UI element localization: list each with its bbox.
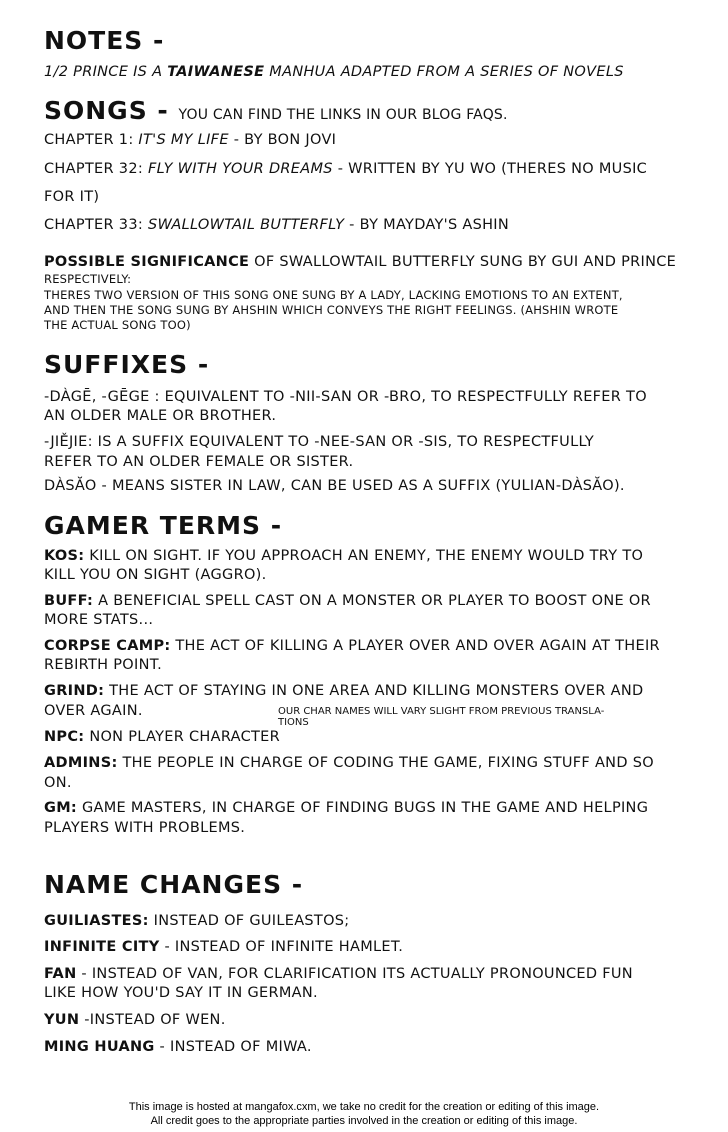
npc-line: NPC: NON PLAYER CHARACTER: [44, 729, 280, 745]
notes-line: 1/2 PRINCE IS A TAIWANESE MANHUA ADAPTED FROM A SERIES OF NOVELS: [44, 64, 624, 80]
name-fan-1: FAN - INSTEAD OF VAN, FOR CLARIFICATION ITS ACTUALLY PRONOUNCED FUN: [44, 966, 633, 982]
significance-line-5: THE ACTUAL SONG TOO): [44, 318, 191, 332]
kos-line-1: KOS: KILL ON SIGHT. IF YOU APPROACH AN ENEMY, THE ENEMY WOULD TRY TO: [44, 548, 644, 564]
significance-line-2: RESPECTIVELY:: [44, 272, 132, 286]
name-yun: YUN -INSTEAD OF WEN.: [44, 1012, 226, 1028]
corpse-line-1: CORPSE CAMP: THE ACT OF KILLING A PLAYER OVER AND OVER AGAIN AT THEIR: [44, 638, 660, 654]
song-chapter-33: CHAPTER 33: SWALLOWTAIL BUTTERFLY - BY MAYDAY'S ASHIN: [44, 217, 510, 233]
suffix-line-2: AN OLDER MALE OR BROTHER.: [44, 408, 277, 424]
significance-line: POSSIBLE SIGNIFICANCE OF SWALLOWTAIL BUTTERFLY SUNG BY GUI AND PRINCE: [44, 254, 677, 270]
name-ming-huang: MING HUANG - INSTEAD OF MIWA.: [44, 1039, 312, 1055]
kos-line-2: KILL YOU ON SIGHT (AGGRO).: [44, 567, 267, 583]
suffix-line-5: DÀSĂO - MEANS SISTER IN LAW, CAN BE USED AS A SUFFIX (YULIAN-DÀSĂO).: [44, 478, 625, 494]
admins-line-2: ON.: [44, 775, 72, 791]
footer-line-1: This image is hosted at mangafox.cxm, we take no credit for the creation or editing of this image.: [128, 1101, 600, 1113]
gamer-heading: GAMER TERMS -: [44, 511, 283, 540]
name-fan-2: LIKE HOW YOU'D SAY IT IN GERMAN.: [44, 985, 318, 1001]
songs-heading: SONGS - YOU CAN FIND THE LINKS IN OUR BLOG FAQS.: [44, 96, 508, 125]
song-chapter-32: CHAPTER 32: FLY WITH YOUR DREAMS - WRITTEN BY YU WO (THERES NO MUSIC: [44, 161, 648, 177]
buff-line-1: BUFF: A BENEFICIAL SPELL CAST ON A MONSTER OR PLAYER TO BOOST ONE OR: [44, 593, 651, 609]
suffix-line-4: REFER TO AN OLDER FEMALE OR SISTER.: [44, 454, 354, 470]
name-guiliastes: GUILIASTES: INSTEAD OF GUILEASTOS;: [44, 913, 350, 929]
significance-line-3: THERES TWO VERSION OF THIS SONG ONE SUNG BY A LADY, LACKING EMOTIONS TO AN EXTENT,: [44, 288, 623, 302]
gm-line-1: GM: GAME MASTERS, IN CHARGE OF FINDING BUGS IN THE GAME AND HELPING: [44, 800, 649, 816]
grind-line-2: OVER AGAIN.: [44, 703, 143, 719]
gm-line-2: PLAYERS WITH PROBLEMS.: [44, 820, 246, 836]
footer-line-2: All credit goes to the appropriate parties involved in the creation or editing of this image.: [150, 1115, 578, 1127]
corpse-line-2: REBIRTH POINT.: [44, 657, 163, 673]
names-heading: NAME CHANGES -: [44, 870, 304, 899]
significance-line-4: AND THEN THE SONG SUNG BY AHSHIN WHICH CONVEYS THE RIGHT FEELINGS. (AHSHIN WROTE: [44, 303, 619, 317]
admins-line-1: ADMINS: THE PEOPLE IN CHARGE OF CODING THE GAME, FIXING STUFF AND SO: [44, 755, 654, 771]
song-chapter-1: CHAPTER 1: IT'S MY LIFE - BY BON JOVI: [44, 132, 337, 148]
name-infinite-city: INFINITE CITY - INSTEAD OF INFINITE HAMLET.: [44, 939, 404, 955]
suffixes-heading: SUFFIXES -: [44, 350, 210, 379]
suffix-line-1: -DÀGĒ, -GĒGE : EQUIVALENT TO -NII-SAN OR -BRO, TO RESPECTFULLY REFER TO: [44, 389, 647, 405]
suffix-line-3: -JIĚJIE: IS A SUFFIX EQUIVALENT TO -NEE-SAN OR -SIS, TO RESPECTFULLY: [44, 434, 595, 450]
notes-heading: NOTES -: [44, 26, 165, 55]
song-chapter-32-cont: FOR IT): [44, 189, 100, 205]
translation-note: OUR CHAR NAMES WILL VARY SLIGHT FROM PREVIOUS TRANSLA- TIONS: [278, 706, 605, 728]
buff-line-2: MORE STATS...: [44, 612, 154, 628]
grind-line-1: GRIND: THE ACT OF STAYING IN ONE AREA AND KILLING MONSTERS OVER AND: [44, 683, 644, 699]
